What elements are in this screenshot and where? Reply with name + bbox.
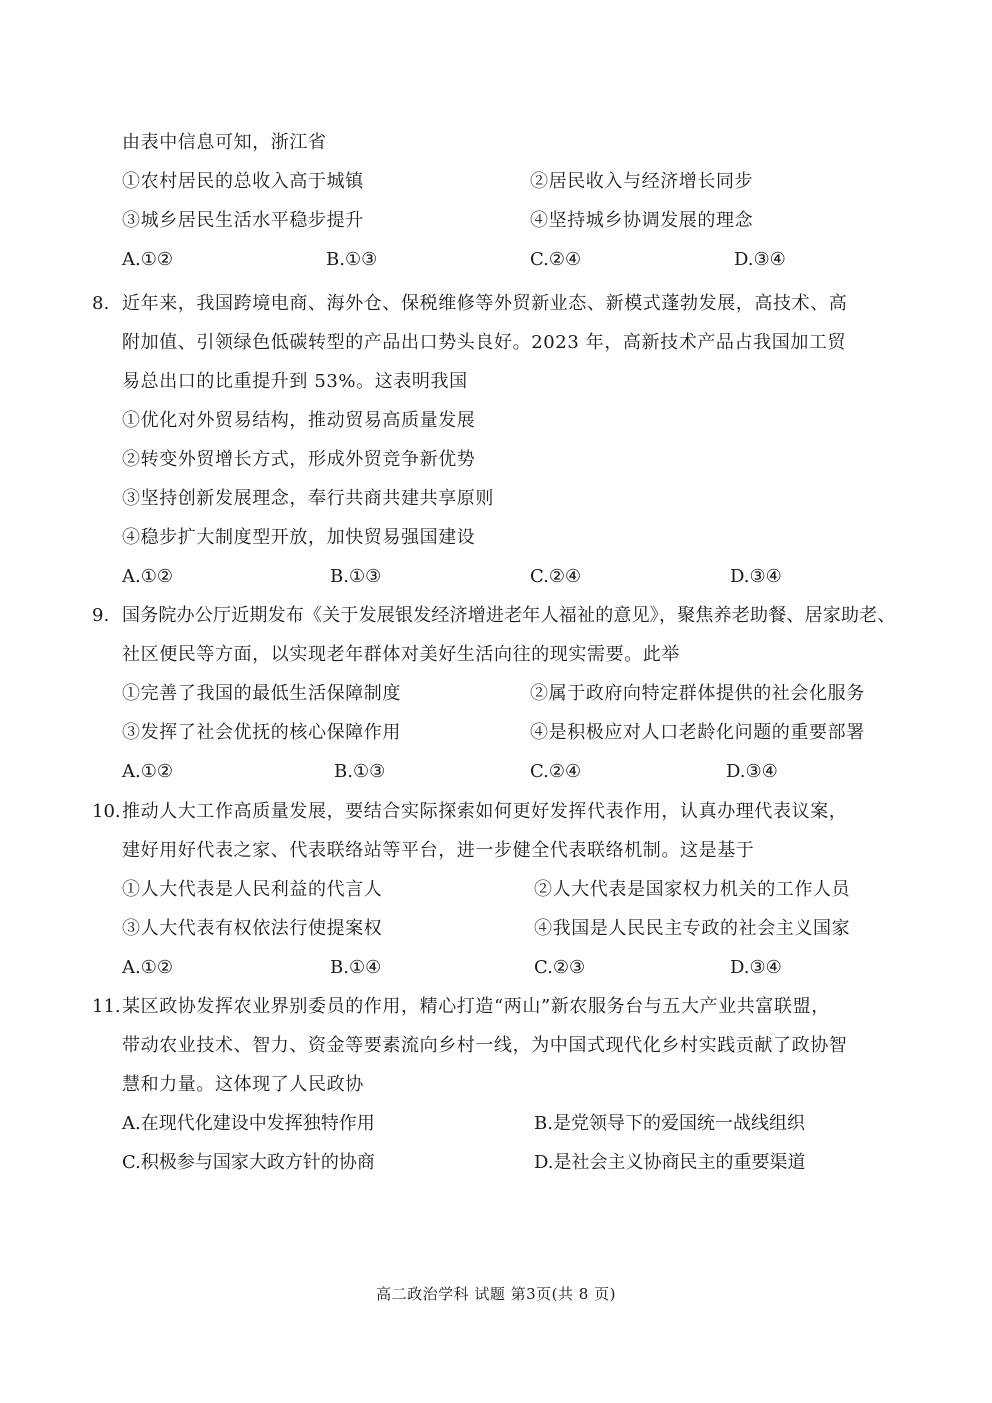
- q9-stem-line-2: 社区便民等方面，以实现老年群体对美好生活向往的现实需要。此举: [122, 644, 680, 665]
- q9-option-b[interactable]: B.①③: [334, 761, 386, 782]
- q10-statement-1: ①人大代表是人民利益的代言人: [122, 879, 383, 900]
- q9-stem-line-1: 国务院办公厅近期发布《关于发展银发经济增进老年人福祉的意见》，聚焦养老助餐、居家助老、: [122, 605, 896, 626]
- q11-stem-line-3: 慧和力量。这体现了人民政协: [122, 1074, 364, 1095]
- q9-option-a[interactable]: A.①②: [122, 761, 173, 782]
- q10-number: 10.: [92, 801, 121, 822]
- q10-option-c[interactable]: C.②③: [534, 957, 586, 978]
- q8-stem-line-3: 易总出口的比重提升到 53%。这表明我国: [122, 371, 468, 392]
- q9-statement-1: ①完善了我国的最低生活保障制度: [122, 683, 401, 704]
- q10-option-d[interactable]: D.③④: [730, 957, 782, 978]
- q11-option-c[interactable]: C.积极参与国家大政方针的协商: [122, 1152, 375, 1173]
- q10-stem-line-1: 推动人大工作高质量发展，要结合实际探索如何更好发挥代表作用，认真办理代表议案，: [122, 801, 848, 822]
- q8-option-a[interactable]: A.①②: [122, 566, 173, 587]
- q9-statement-4: ④是积极应对人口老龄化问题的重要部署: [530, 722, 865, 743]
- q11-option-b[interactable]: B.是党领导下的爱国统一战线组织: [534, 1113, 805, 1134]
- q10-statement-4: ④我国是人民民主专政的社会主义国家: [534, 918, 851, 939]
- q8-number: 8.: [92, 293, 110, 314]
- q11-stem-line-1: 某区政协发挥农业界别委员的作用，精心打造“两山”新农服务台与五大产业共富联盟，: [122, 996, 830, 1017]
- q7-option-c[interactable]: C.②④: [530, 249, 582, 270]
- q9-number: 9.: [92, 605, 110, 626]
- q8-statement-1: ①优化对外贸易结构，推动贸易高质量发展: [122, 410, 476, 431]
- q8-option-b[interactable]: B.①③: [330, 566, 382, 587]
- q7-option-d[interactable]: D.③④: [734, 249, 786, 270]
- q9-option-c[interactable]: C.②④: [530, 761, 582, 782]
- q7-statement-1: ①农村居民的总收入高于城镇: [122, 171, 364, 192]
- q8-option-d[interactable]: D.③④: [730, 566, 782, 587]
- q10-statement-2: ②人大代表是国家权力机关的工作人员: [534, 879, 851, 900]
- q8-stem-line-1: 近年来，我国跨境电商、海外仓、保税维修等外贸新业态、新模式蓬勃发展，高技术、高: [122, 293, 848, 314]
- q10-option-a[interactable]: A.①②: [122, 957, 173, 978]
- q11-stem-line-2: 带动农业技术、智力、资金等要素流向乡村一线，为中国式现代化乡村实践贡献了政协智: [122, 1035, 848, 1056]
- q11-option-a[interactable]: A.在现代化建设中发挥独特作用: [122, 1113, 375, 1134]
- q11-number: 11.: [92, 996, 121, 1017]
- q8-stem-line-2: 附加值、引领绿色低碳转型的产品出口势头良好。2023 年，高新技术产品占我国加工贸: [122, 332, 847, 353]
- q11-option-d[interactable]: D.是社会主义协商民主的重要渠道: [534, 1152, 806, 1173]
- q9-option-d[interactable]: D.③④: [726, 761, 778, 782]
- q8-statement-4: ④稳步扩大制度型开放，加快贸易强国建设: [122, 527, 476, 548]
- q7-option-b[interactable]: B.①③: [326, 249, 378, 270]
- q9-statement-2: ②属于政府向特定群体提供的社会化服务: [530, 683, 865, 704]
- q9-statement-3: ③发挥了社会优抚的核心保障作用: [122, 722, 401, 743]
- q7-statement-2: ②居民收入与经济增长同步: [530, 171, 754, 192]
- q7-statement-4: ④坚持城乡协调发展的理念: [530, 210, 754, 231]
- page-footer: 高二政治学科 试题 第3页(共 8 页): [376, 1285, 616, 1303]
- q10-option-b[interactable]: B.①④: [330, 957, 382, 978]
- q10-stem-line-2: 建好用好代表之家、代表联络站等平台，进一步健全代表联络机制。这是基于: [122, 840, 755, 861]
- q7-stem-tail: 由表中信息可知，浙江省: [122, 132, 327, 153]
- q7-statement-3: ③城乡居民生活水平稳步提升: [122, 210, 364, 231]
- q8-statement-2: ②转变外贸增长方式，形成外贸竞争新优势: [122, 449, 476, 470]
- q8-option-c[interactable]: C.②④: [530, 566, 582, 587]
- q7-option-a[interactable]: A.①②: [122, 249, 173, 270]
- q10-statement-3: ③人大代表有权依法行使提案权: [122, 918, 383, 939]
- q8-statement-3: ③坚持创新发展理念，奉行共商共建共享原则: [122, 488, 494, 509]
